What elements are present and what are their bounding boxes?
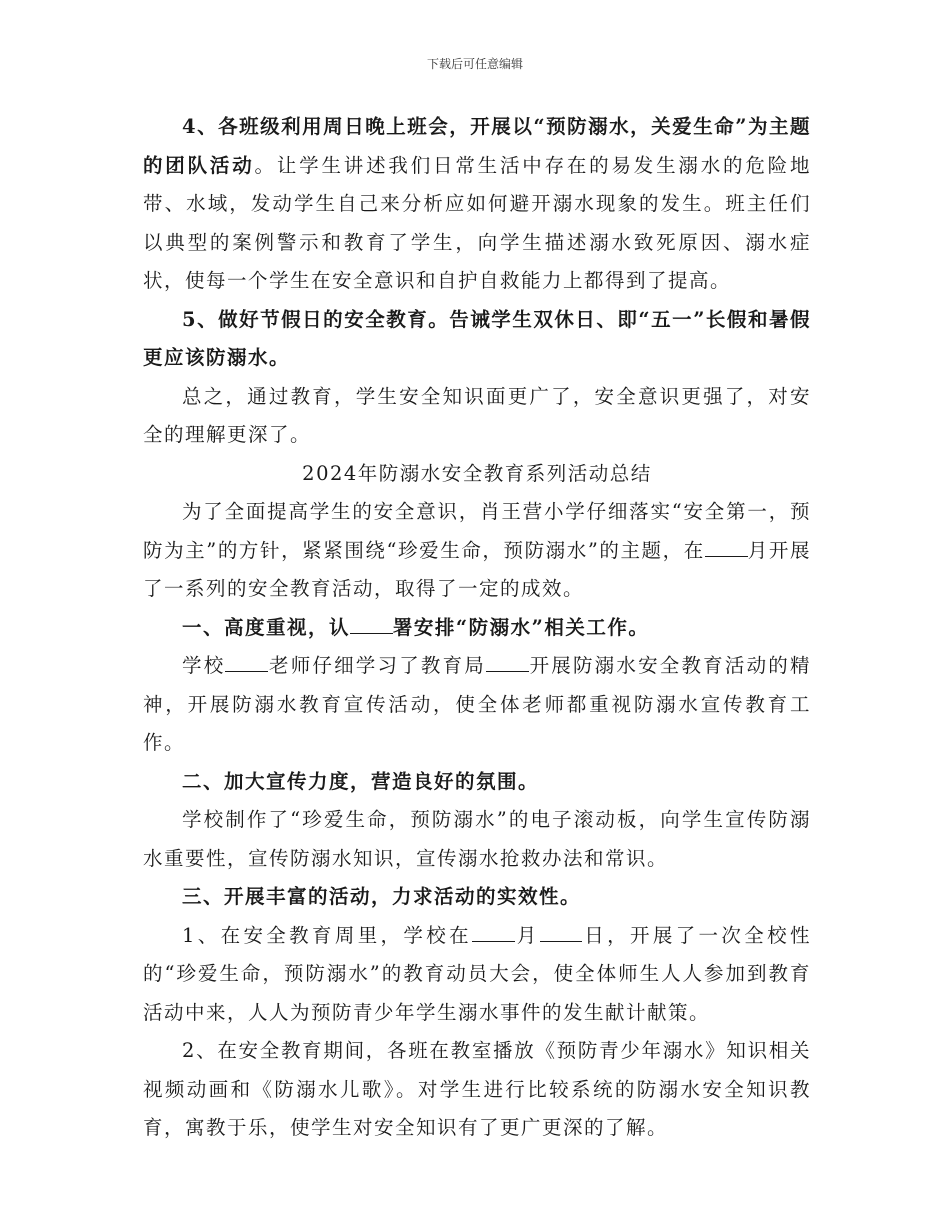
blank-field	[472, 920, 515, 941]
blank-field	[540, 920, 583, 941]
blank-field	[225, 651, 268, 672]
page-header: 下载后可任意编辑	[426, 57, 523, 71]
section-heading-1: 一、高度重视，认 署安排“防溺水”相关工作。	[143, 609, 811, 648]
blank-field	[705, 535, 748, 556]
paragraph-publicity: 学校制作了“珍爱生命，预防溺水”的电子滚动板，向学生宣传防溺水重要性，宣传防溺水知识，宣传溺水抢救办法和常识。	[143, 808, 811, 870]
document-body	[143, 108, 811, 1148]
paragraph-video: 2、在安全教育期间，各班在教室播放《预防青少年溺水》知识相关视频动画和《防溺水儿歌》。对学生进行比较系统的防溺水安全知识教育，寓教于乐，使学生对安全知识有了更广更深的了解。	[143, 1039, 811, 1139]
document-title: 2024年防溺水安全教育系列活动总结	[302, 461, 652, 485]
paragraph-summary: 总之，通过教育，学生安全知识面更广了，安全意识更强了，对安全的理解更深了。	[143, 384, 811, 446]
blank-field	[486, 651, 529, 672]
paragraph-class-activity: 4、各班级利用周日晚上班会，开展以“预防溺水，关爱生命”为主题的团队活动。让学生讲述我们日常生活中存在的易发生溺水的危险地带、水域，发动学生自己来分析应如何避开溺水现象的发生。班主任们以典型的案例警示和教育了学生，向学生描述溺水致死原因、溺水症状，使每一个学生在安全意识和自护自救能力上都得到了提高。	[143, 115, 811, 292]
paragraph-assembly: 1、在安全教育周里，学校在 月 日，开展了一次全校性的“珍爱生命，预防溺水”的教育动员大会，使全体师生人人参加到教育活动中来，人人为预防青少年学生溺水事件的发生献计献策。	[143, 917, 811, 1033]
bold-lead: 4、各班级利用周日晚上班会，开展以“预防溺水，关爱生命”为主题的团队活动	[143, 115, 811, 177]
paragraph-teachers-study: 学校 老师仔细学习了教育局 开展防溺水安全教育活动的精神，开展防溺水教育宣传活动，使全体老师都重视防溺水宣传教育工作。	[143, 647, 811, 763]
section-heading-3: 三、开展丰富的活动，力求活动的实效性。	[182, 885, 582, 908]
section-heading-2: 二、加大宣传力度，营造良好的氛围。	[182, 769, 540, 793]
paragraph-intro: 为了全面提高学生的安全意识，肖王营小学仔细落实“安全第一，预防为主”的方针，紧紧围绕“珍爱生命，预防溺水”的主题，在 月开展了一系列的安全教育活动，取得了一定的成效。	[143, 500, 811, 600]
paragraph-holiday-safety: 5、做好节假日的安全教育。告诫学生双休日、即“五一”长假和暑假更应该防溺水。	[143, 307, 811, 369]
blank-field	[350, 612, 393, 633]
